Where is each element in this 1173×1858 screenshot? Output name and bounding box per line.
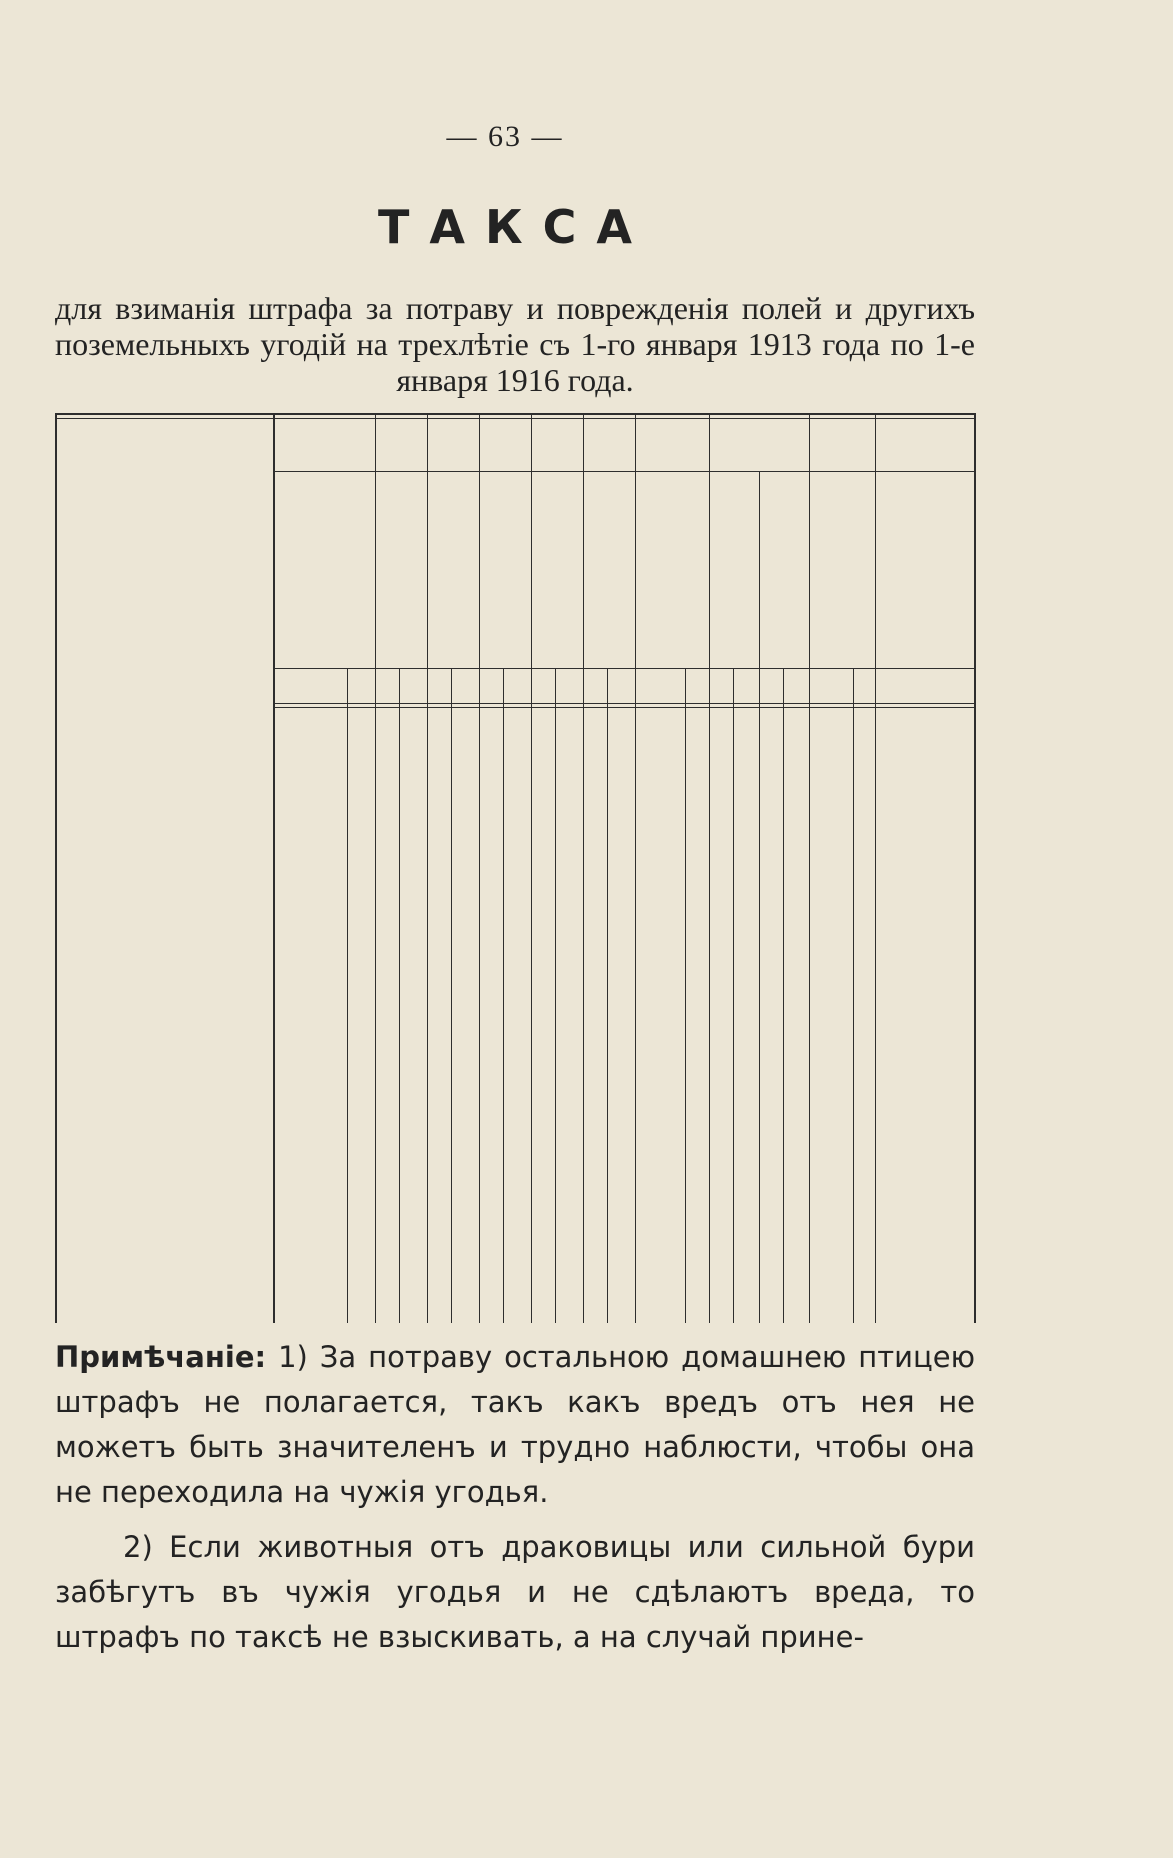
note-heading: Примѣчаніе:	[55, 1340, 267, 1374]
column-header	[431, 479, 475, 659]
viii-sub-header	[715, 713, 755, 803]
column-header	[327, 479, 371, 659]
column-header	[713, 479, 805, 659]
rule-col-5	[583, 413, 584, 1323]
note-paragraph-2: 2) Если животныя отъ драковицы или сильной бури забѣгутъ въ чужія угодья и не сдѣлаютъ вреда, то штрафъ по таксѣ не взыскивать, а на случай прине-	[55, 1530, 975, 1654]
column-header	[639, 479, 705, 659]
rule-col-4	[531, 413, 532, 1323]
note-paragraph-1	[55, 1335, 975, 1515]
rule-units	[273, 668, 975, 669]
column-header	[483, 479, 527, 659]
rule-col-8	[809, 413, 810, 1323]
column-header	[587, 479, 631, 659]
column-header	[379, 479, 423, 659]
rule-top-2	[55, 418, 975, 419]
page-title: ТАКСА	[378, 200, 652, 254]
rule-roman	[273, 471, 975, 472]
rule-units-2	[273, 703, 975, 704]
column-header	[535, 479, 579, 659]
rule-rk-2	[399, 668, 400, 1323]
viii-sub-header	[763, 713, 807, 803]
rule-col-6	[635, 413, 636, 1323]
column-header	[813, 479, 871, 659]
page-number: — 63 —	[446, 120, 564, 153]
rule-col-2	[427, 413, 428, 1323]
rule-top	[55, 413, 975, 415]
fine-table	[55, 413, 975, 1323]
rule-rk-7	[685, 668, 686, 1323]
note-text-1: 1) За потраву остальною домашнею птицею штрафъ не полагается, такъ какъ вредъ отъ нея не можетъ быть значителенъ и трудно наблюсти, чтобы она не переходила на чужія угодья.	[55, 1340, 975, 1509]
rule-units-3	[273, 707, 975, 708]
rule-rk-3	[451, 668, 452, 1323]
rule-rk-5	[555, 668, 556, 1323]
rule-rk-1	[347, 668, 348, 1323]
rule-label-col	[273, 413, 275, 1323]
rule-col-7	[709, 413, 710, 1323]
rule-rk-10	[853, 668, 854, 1323]
rule-col-9	[875, 413, 876, 1323]
page-subtitle: для взиманія штрафа за потраву и поврежденія полей и другихъ поземельныхъ угодій на трехлѣтіе съ 1-го января 1913 года по 1-е января 1916 года.	[55, 290, 975, 398]
rule-left	[55, 413, 57, 1323]
rule-right	[974, 413, 976, 1323]
rule-rk-6	[607, 668, 608, 1323]
rule-col-3	[479, 413, 480, 1323]
rule-rk-4	[503, 668, 504, 1323]
rule-col-1	[375, 413, 376, 1323]
